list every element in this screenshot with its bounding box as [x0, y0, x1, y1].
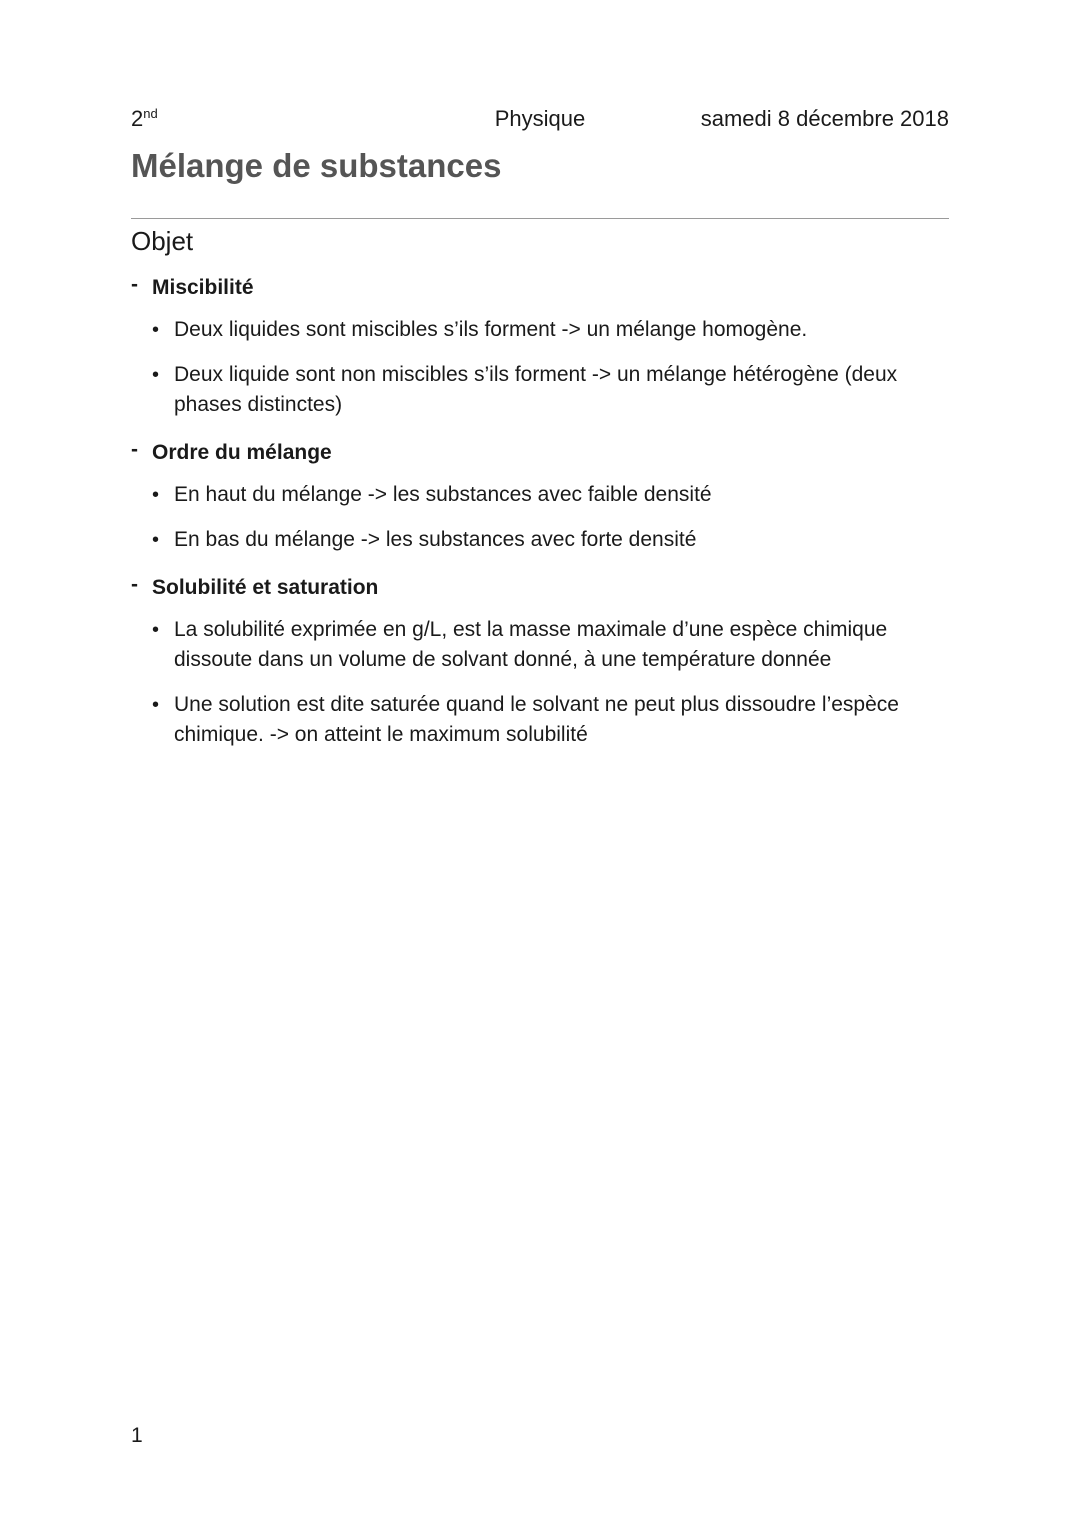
date-label: samedi 8 décembre 2018 [700, 106, 949, 131]
group-solubilite-et-saturation [131, 570, 949, 750]
group-heading-text: Solubilité et saturation [152, 576, 379, 599]
page-number: 1 [131, 1424, 143, 1447]
list-item [131, 315, 949, 345]
list-item-text: Deux liquides sont miscibles s’ils forment -> un mélange homogène. [174, 318, 808, 341]
group-heading [131, 435, 949, 471]
list-item [131, 360, 949, 420]
bullet-icon: • [152, 529, 160, 551]
document-title: Mélange de substances [131, 147, 502, 184]
list-item-text: Deux liquide sont non miscibles s’ils forment -> un mélange hétérogène (deux phases distinctes) [174, 363, 898, 416]
group-heading [131, 570, 949, 606]
list-item-text: La solubilité exprimée en g/L, est la masse maximale d’une espèce chimique dissoute dans un volume de solvant donné, à une température donnée [174, 618, 888, 671]
bullet-icon: • [152, 694, 160, 716]
list-item [131, 690, 949, 750]
title-divider [131, 218, 949, 219]
list-item-text: En bas du mélange -> les substances avec forte densité [174, 528, 697, 551]
section-heading: Objet [131, 226, 194, 256]
group-heading-text: Ordre du mélange [152, 441, 332, 464]
dash-marker: - [131, 438, 138, 461]
dash-marker: - [131, 573, 138, 596]
bullet-icon: • [152, 619, 160, 641]
bullet-icon: • [152, 364, 160, 386]
group-miscibilite [131, 270, 949, 420]
list-item [131, 480, 949, 510]
bullet-icon: • [152, 319, 160, 341]
class-level-suffix: nd [143, 106, 158, 121]
list-item [131, 525, 949, 555]
list-item [131, 615, 949, 675]
page-header [131, 106, 949, 136]
group-heading-text: Miscibilité [152, 276, 254, 299]
group-heading [131, 270, 949, 306]
list-item-text: En haut du mélange -> les substances avec faible densité [174, 483, 712, 506]
subject-label: Physique [494, 106, 586, 131]
list-item-text: Une solution est dite saturée quand le solvant ne peut plus dissoudre l’espèce chimique. -> on atteint le maximum solubilité [174, 693, 899, 746]
dash-marker: - [131, 273, 138, 296]
content-body [131, 270, 949, 765]
group-ordre-du-melange [131, 435, 949, 555]
class-level-number: 2 [131, 106, 144, 131]
bullet-icon: • [152, 484, 160, 506]
